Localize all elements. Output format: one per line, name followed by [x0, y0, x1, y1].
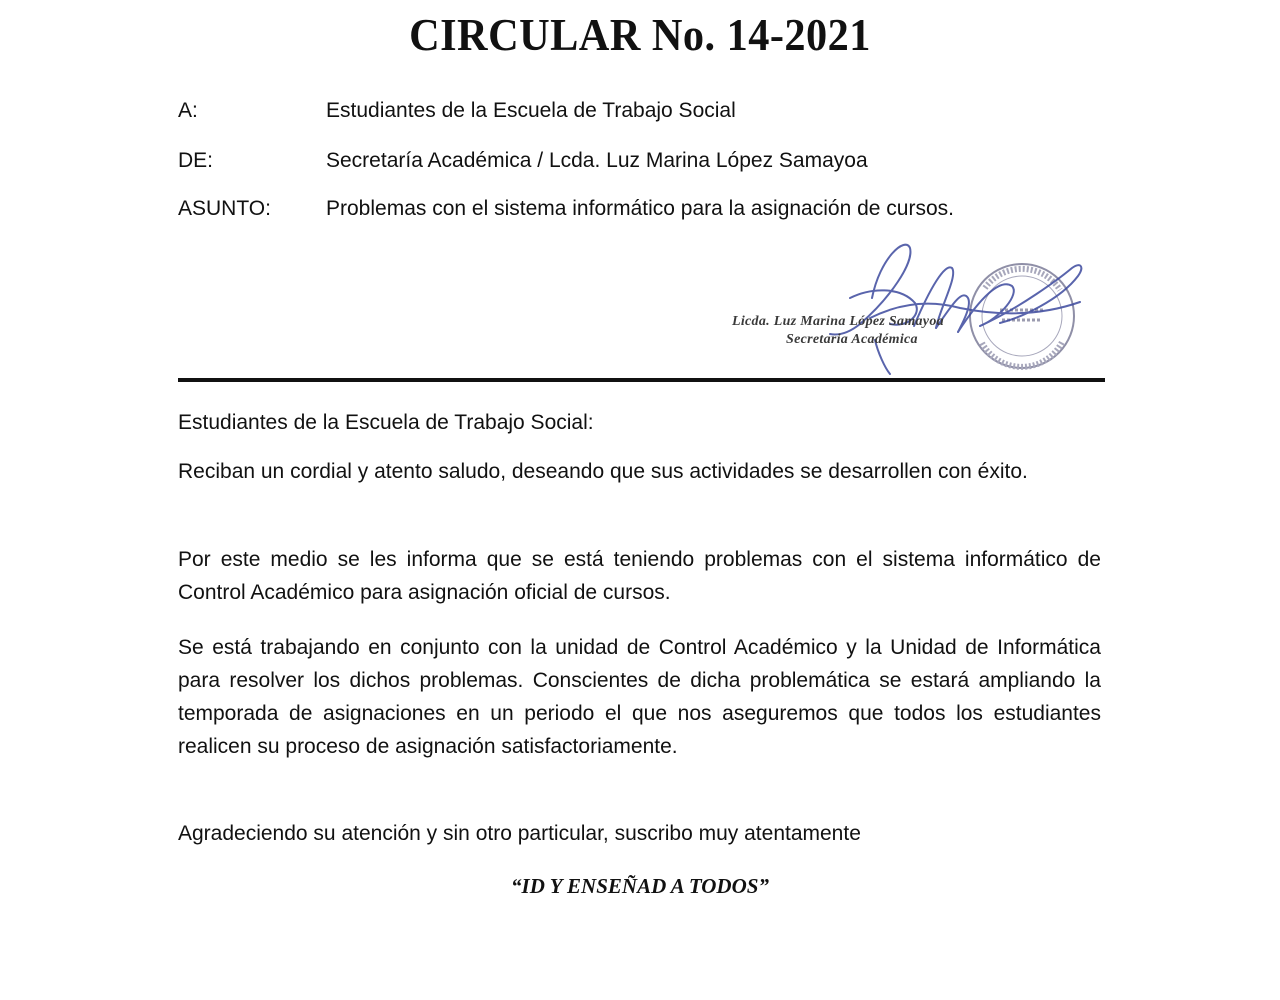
closing-line: Agradeciendo su atención y sin otro particular, suscribo muy atentamente [178, 822, 861, 845]
handwritten-signature [700, 228, 1100, 378]
header-to [178, 98, 736, 124]
header-to-label: A: [178, 99, 198, 122]
header-to-value: Estudiantes de la Escuela de Trabajo Social [326, 99, 736, 122]
signature-role: Secretaria Académica [786, 332, 918, 347]
paragraph-solution: Se está trabajando en conjunto con la unidad de Control Académico y la Unidad de Informática para resolver los dichos problemas. Conscientes de dicha problemática se estará ampliando la temporada de asignaciones en un periodo el que nos aseguremos que todos los estudiantes realicen su proceso de asignación satisfactoriamente. [178, 636, 1101, 758]
header-subject-value: Problemas con el sistema informático para la asignación de cursos. [326, 197, 954, 220]
paragraph-problem: Por este medio se les informa que se está teniendo problemas con el sistema informático de Control Académico para asignación oficial de cursos. [178, 548, 1101, 604]
paragraph-greeting: Reciban un cordial y atento saludo, deseando que sus actividades se desarrollen con éxito. [178, 460, 1028, 483]
header-subject [178, 196, 954, 222]
header-subject-label: ASUNTO: [178, 197, 271, 220]
header-from-label: DE: [178, 149, 214, 172]
header-from [178, 148, 868, 174]
document-title: CIRCULAR No. 14-2021 [409, 9, 871, 60]
signature-name: Licda. Luz Marina López Samayoa [732, 314, 944, 329]
salutation: Estudiantes de la Escuela de Trabajo Social: [178, 411, 594, 434]
horizontal-divider [178, 378, 1105, 382]
header-from-value: Secretaría Académica / Lcda. Luz Marina López Samayoa [326, 149, 868, 172]
signature-block [700, 228, 1100, 378]
institution-motto: “ID Y ENSEÑAD A TODOS” [511, 874, 769, 898]
